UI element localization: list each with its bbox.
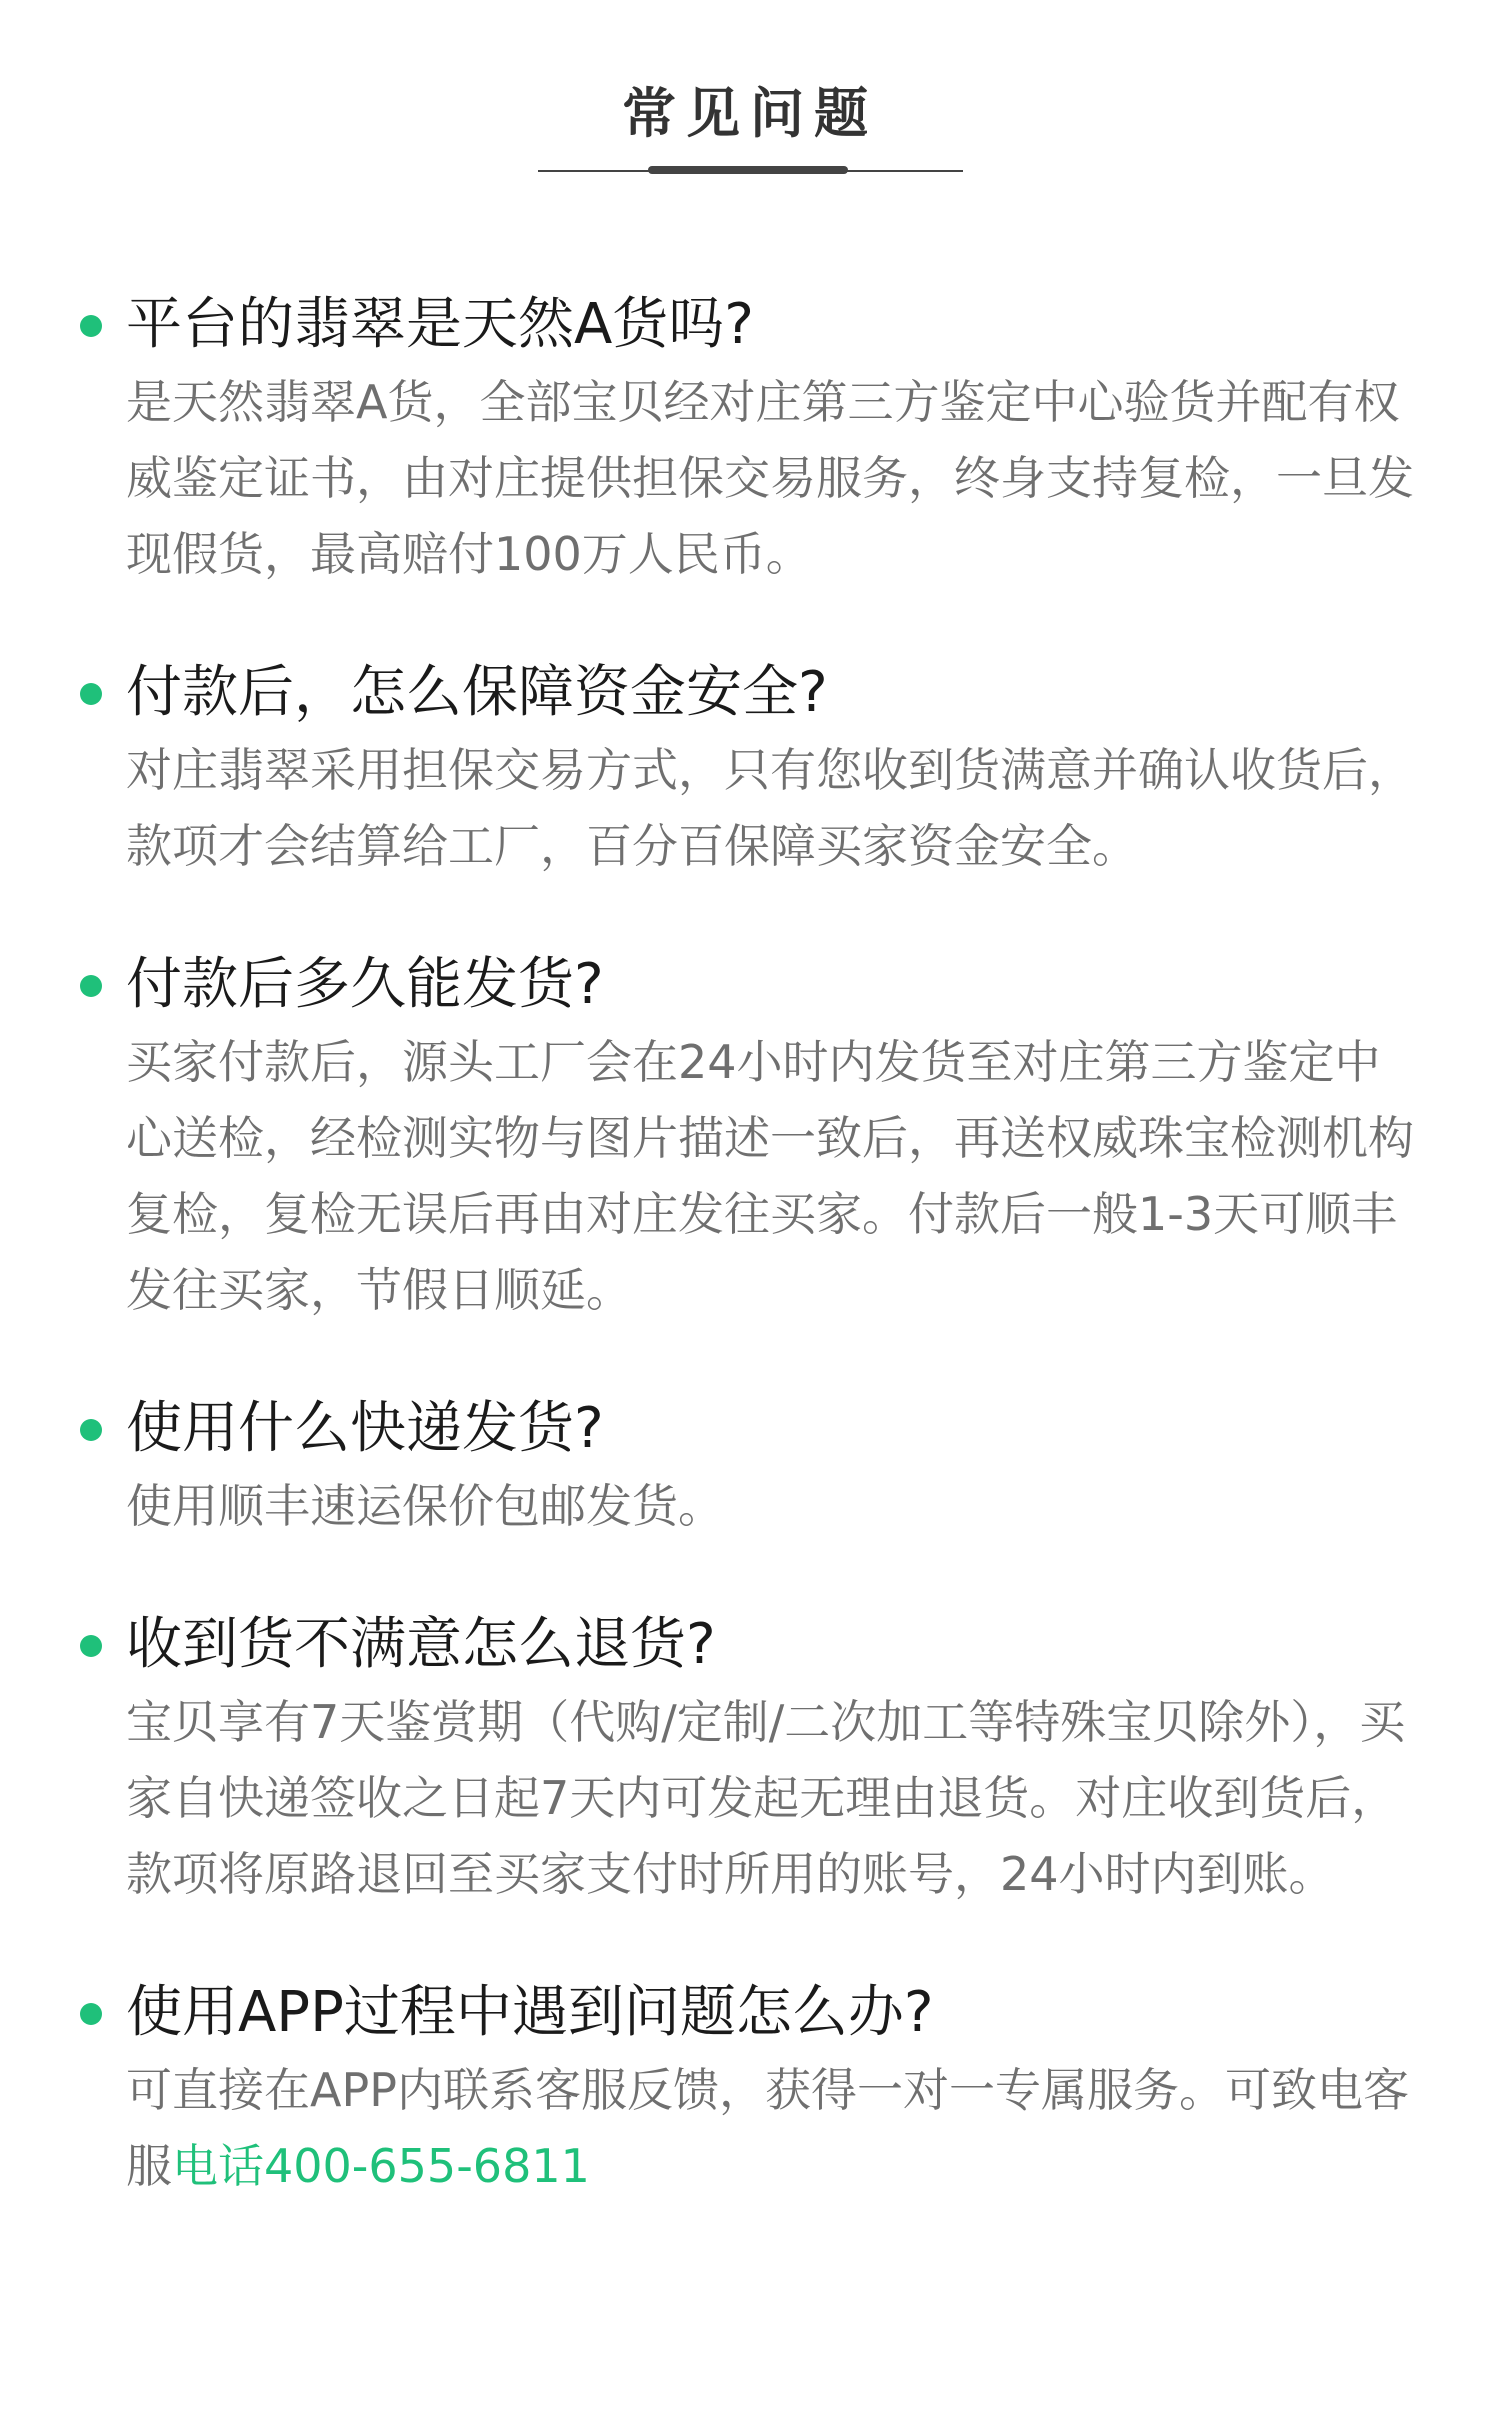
faq-item — [0, 1974, 1500, 2204]
faq-question-text: 使用APP过程中遇到问题怎么办? — [126, 1980, 934, 2045]
bullet-icon — [80, 1419, 102, 1441]
bullet-icon — [80, 683, 102, 705]
faq-question-text: 收到货不满意怎么退货? — [126, 1612, 716, 1677]
page-title: 常见问题 — [622, 82, 878, 145]
faq-answer: 对庄翡翠采用担保交易方式，只有您收到货满意并确认收货后，款项才会结算给工厂，百分百保障买家资金安全。 — [126, 743, 1414, 873]
faq-answer-text: 可直接在APP内联系客服反馈，获得一对一专属服务。可致电客服 — [126, 2063, 1409, 2193]
faq-list — [0, 286, 1500, 2266]
faq-answer: 买家付款后，源头工厂会在24小时内发货至对庄第三方鉴定中心送检，经检测实物与图片描述一致后，再送权威珠宝检测机构复检，复检无误后再由对庄发往买家。付款后一般1-3天可顺丰发往买家，节假日顺延。 — [126, 1035, 1414, 1317]
faq-answer: 是天然翡翠A货，全部宝贝经对庄第三方鉴定中心验货并配有权威鉴定证书，由对庄提供担保交易服务，终身支持复检，一旦发现假货，最高赔付100万人民币。 — [126, 375, 1414, 581]
faq-question — [0, 1606, 1500, 1684]
bullet-icon — [80, 1635, 102, 1657]
header — [0, 0, 1500, 180]
faq-answer: 使用顺丰速运保价包邮发货。 — [126, 1479, 724, 1533]
faq-question-text: 付款后，怎么保障资金安全? — [126, 660, 828, 725]
faq-question-text: 付款后多久能发货? — [126, 952, 604, 1017]
faq-question — [0, 286, 1500, 364]
faq-item — [0, 946, 1500, 1328]
faq-question — [0, 946, 1500, 1024]
faq-item — [0, 1390, 1500, 1544]
faq-item — [0, 286, 1500, 592]
faq-item — [0, 1606, 1500, 1912]
faq-question — [0, 1390, 1500, 1468]
bullet-icon — [80, 975, 102, 997]
faq-answer: 宝贝享有7天鉴赏期（代购/定制/二次加工等特殊宝贝除外），买家自快递签收之日起7天内可发起无理由退货。对庄收到货后，款项将原路退回至买家支付时所用的账号，24小时内到账。 — [126, 1695, 1406, 1901]
bullet-icon — [80, 2003, 102, 2025]
faq-question — [0, 654, 1500, 732]
bullet-icon — [80, 315, 102, 337]
faq-question-text: 平台的翡翠是天然A货吗? — [126, 292, 755, 357]
faq-answer — [0, 2052, 1500, 2204]
title-underline-accent — [648, 166, 848, 174]
faq-question — [0, 1974, 1500, 2052]
faq-question-text: 使用什么快递发货? — [126, 1396, 604, 1461]
faq-item — [0, 654, 1500, 884]
phone-link[interactable]: 电话400-655-6811 — [172, 2139, 590, 2193]
